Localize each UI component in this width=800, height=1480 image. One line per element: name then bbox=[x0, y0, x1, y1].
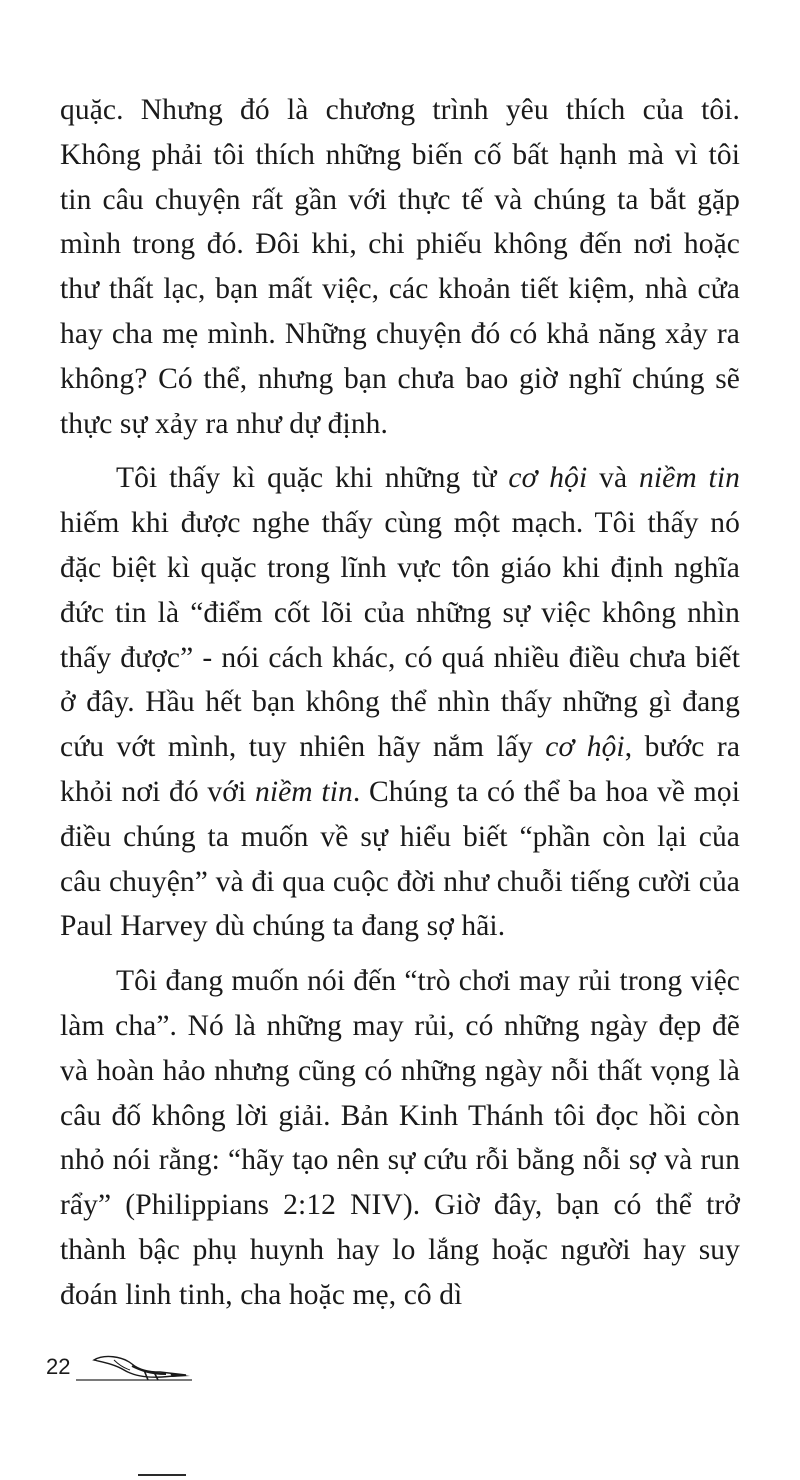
text-run: Tôi đang muốn nói đến “trò chơi may rủi trong việc làm cha”. Nó là những may rủi, có những ngày đẹp đẽ và hoàn hảo nhưng cũng có những ngày nỗi thất vọng là câu đố không lời giải. Bản Kinh Thánh tôi đọc hồi còn nhỏ nói rằng: “hãy tạo nên sự cứu rỗi bằng nỗi sợ và run rẩy” (Philippians 2:12 NIV). Giờ đây, bạn có thể trở thành bậc phụ huynh hay lo lắng hoặc người hay suy đoán linh tinh, cha hoặc mẹ, cô dì bbox=[60, 965, 740, 1311]
paragraph bbox=[60, 959, 740, 1317]
text-run: , bước ra khỏi nơi đó với bbox=[60, 731, 741, 808]
italic-term: niềm tin bbox=[638, 462, 741, 495]
page-number: 22 bbox=[46, 1354, 71, 1379]
italic-term: cơ hội bbox=[508, 462, 588, 495]
italic-term: cơ hội bbox=[545, 731, 625, 764]
text-run: và bbox=[587, 462, 639, 495]
text-run: hiếm khi được nghe thấy cùng một mạch. Tôi thấy nó đặc biệt kì quặc trong lĩnh vực tôn giáo khi định nghĩa đức tin là “điểm cốt lõi của những sự việc không nhìn thấy được” - nói cách khác, có quá nhiều điều chưa biết ở đây. Hầu hết bạn không thể nhìn thấy những gì đang cứu vớt mình, tuy nhiên hãy nắm lấy bbox=[60, 507, 740, 764]
paragraph bbox=[60, 88, 740, 446]
text-run: quặc. Nhưng đó là chương trình yêu thích của tôi. Không phải tôi thích những biến cố bất hạnh mà vì tôi tin câu chuyện rất gần với thực tế và chúng ta bắt gặp mình trong đó. Đôi khi, chi phiếu không đến nơi hoặc thư thất lạc, bạn mất việc, các khoản tiết kiệm, nhà cửa hay cha mẹ mình. Những chuyện đó có khả năng xảy ra không? Có thể, nhưng bạn chưa bao giờ nghĩ chúng sẽ thực sự xảy ra như dự định. bbox=[60, 94, 740, 440]
italic-term: niềm tin bbox=[254, 775, 353, 808]
paragraph bbox=[60, 456, 740, 949]
page-footer bbox=[46, 1350, 206, 1390]
bottom-edge-mark bbox=[138, 1474, 186, 1476]
text-run: . Chúng ta có thể ba hoa về mọi điều chúng ta muốn về sự hiểu biết “phần còn lại của câu chuyện” và đi qua cuộc đời như chuỗi tiếng cười của Paul Harvey dù chúng ta đang sợ hãi. bbox=[60, 775, 740, 943]
quill-pen-ornament-icon bbox=[74, 1350, 194, 1391]
body-text bbox=[60, 88, 740, 1318]
text-run: Tôi thấy kì quặc khi những từ bbox=[116, 462, 509, 495]
